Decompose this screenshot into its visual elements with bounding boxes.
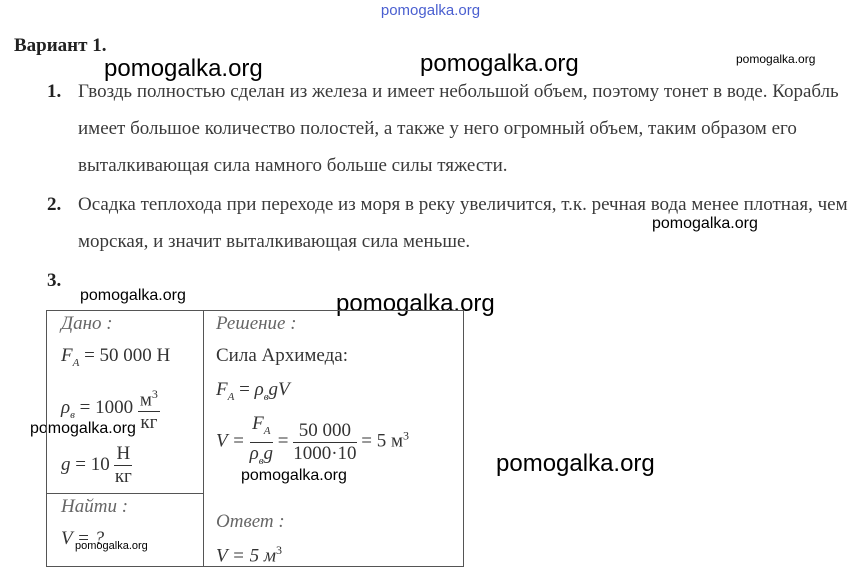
watermark: pomogalka.org (420, 50, 579, 77)
watermark: pomogalka.org (736, 52, 816, 66)
given-force: $F_A = 50$ 000 Н (61, 345, 171, 369)
solution-label: Решение : (216, 313, 297, 334)
find-cell (47, 494, 204, 567)
formula-archimedes: $F_A = \rho_вgV$ (216, 379, 290, 403)
given-gravity: g = 10 $\frac{Н}{кг}$ (61, 443, 132, 487)
watermark: pomogalka.org (336, 290, 495, 317)
answer-number: 3. (47, 270, 62, 291)
given-cell (47, 311, 204, 494)
law-name: Сила Архимеда: (216, 345, 348, 366)
formula-volume: V = $\frac{F_A}{\rho_вg}$ = $\frac{50 000}{1000\cdot 10}$ = 5 $м^3$ (216, 413, 410, 467)
answer-number: 1. (47, 81, 62, 102)
variant-title: Вариант 1. (14, 35, 107, 56)
solution-cell (204, 311, 464, 567)
watermark: pomogalka.org (496, 450, 655, 477)
watermark: pomogalka.org (652, 215, 758, 232)
watermark: pomogalka.org (80, 287, 186, 304)
answer-label: Ответ : (216, 511, 285, 532)
given-density: $\rho_в = 1000$ $\frac{м^3}{кг}$ (61, 383, 160, 434)
answer-text: Гвоздь полностью сделан из железа и имеет небольшой объем, поэтому тонет в воде. Корабль имеет большое количество полостей, а также у него огромный объем, таким образом его выталкивающая сила намного больше силы тяжести. (78, 81, 839, 176)
given-label: Дано : (61, 313, 113, 334)
find-value: V = ? (61, 528, 105, 549)
task-table (46, 310, 464, 567)
watermark: pomogalka.org (75, 540, 148, 552)
answer-number: 2. (47, 194, 62, 215)
watermark: pomogalka.org (241, 467, 347, 484)
find-label: Найти : (61, 496, 129, 517)
watermark: pomogalka.org (104, 55, 263, 82)
watermark: pomogalka.org (30, 420, 136, 437)
top-watermark[interactable]: pomogalka.org (380, 2, 481, 19)
answer-value: V = 5 $м^3$ (216, 543, 282, 567)
answer-text: Осадка теплохода при переходе из моря в реку увеличится, т.к. речная вода менее плотная, чем морская, и значит выталкивающая сила меньше. (78, 194, 848, 252)
